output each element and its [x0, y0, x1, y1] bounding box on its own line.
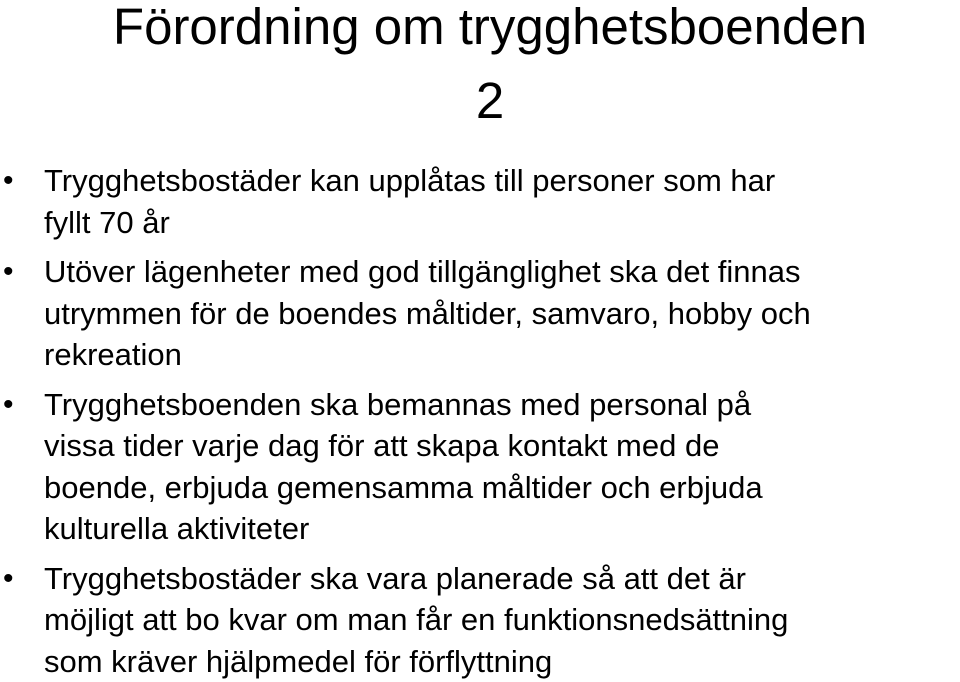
bullet-2-line-2: utrymmen för de boendes måltider, samvaro, hobby och	[44, 293, 960, 335]
bullet-icon: •	[3, 251, 33, 293]
bullet-icon: •	[3, 558, 33, 600]
bullet-item-3	[0, 384, 960, 550]
bullet-2-line-1: Utöver lägenheter med god tillgänglighet ska det finnas	[44, 251, 960, 293]
slide-title-line-2: 2	[0, 68, 960, 134]
bullet-item-4	[0, 558, 960, 682]
slide-title	[0, 0, 960, 132]
bullet-4-line-1: Trygghetsbostäder ska vara planerade så att det är	[44, 558, 960, 600]
bullet-2-line-3: rekreation	[44, 334, 960, 376]
bullet-3-line-4: kulturella aktiviteter	[44, 508, 960, 550]
bullet-1-line-2: fyllt 70 år	[44, 202, 960, 244]
bullet-item-1	[0, 160, 960, 243]
bullet-3-line-2: vissa tider varje dag för att skapa kontakt med de	[44, 425, 960, 467]
slide-title-line-1: Förordning om trygghetsboenden	[0, 0, 960, 60]
bullet-item-2	[0, 251, 960, 376]
bullet-4-line-2: möjligt att bo kvar om man får en funktionsnedsättning	[44, 599, 960, 641]
bullet-3-line-1: Trygghetsboenden ska bemannas med personal på	[44, 384, 960, 426]
bullet-icon: •	[3, 384, 33, 426]
bullet-4-line-3: som kräver hjälpmedel för förflyttning	[44, 641, 960, 682]
bullet-3-line-3: boende, erbjuda gemensamma måltider och erbjuda	[44, 467, 960, 509]
bullet-icon: •	[3, 160, 33, 202]
bullet-list	[0, 160, 960, 682]
bullet-1-line-1: Trygghetsbostäder kan upplåtas till personer som har	[44, 160, 960, 202]
